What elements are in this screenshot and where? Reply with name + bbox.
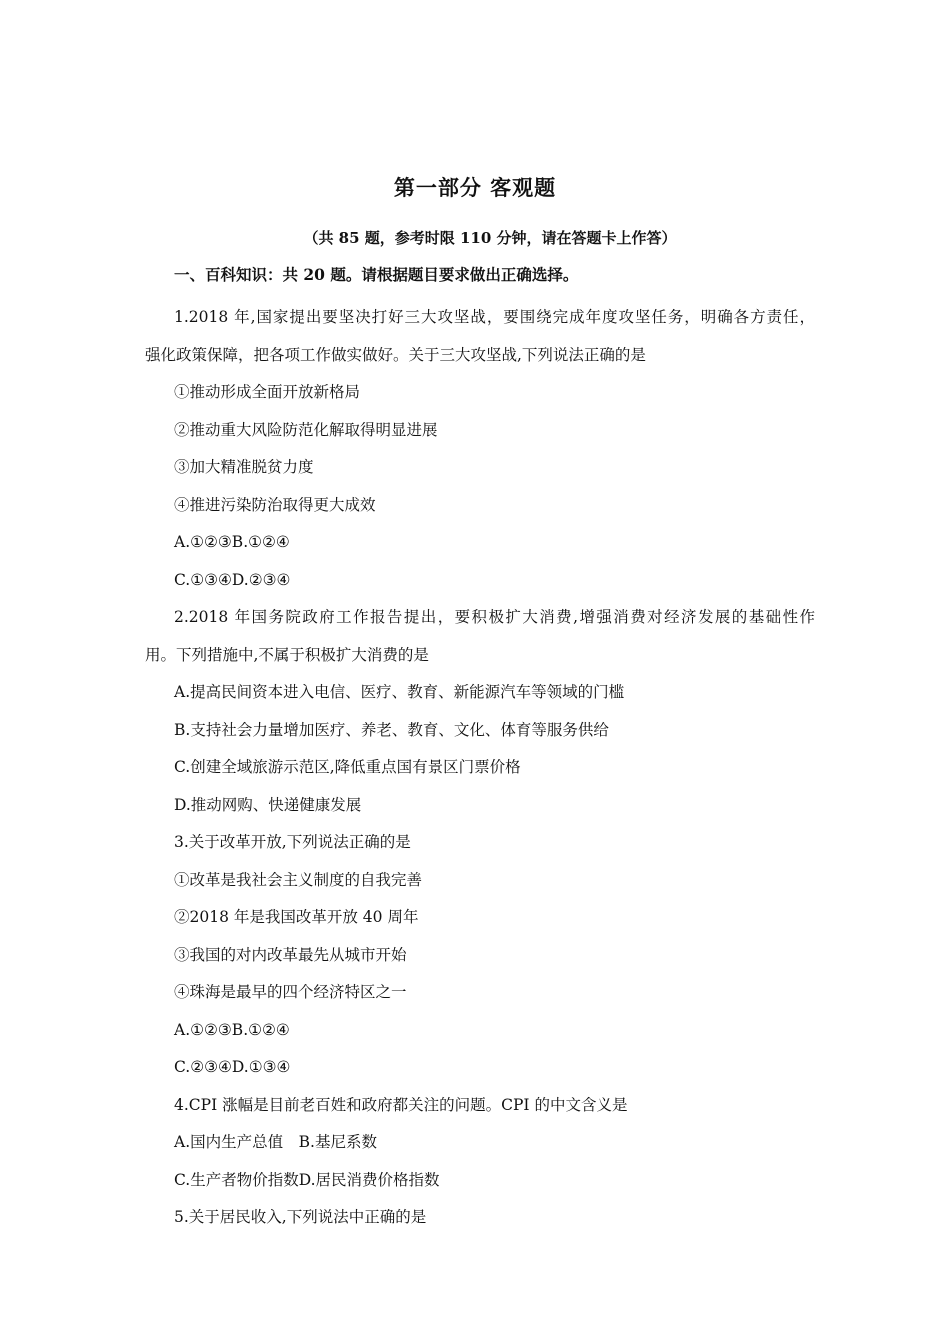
- question-4-choices-ab: A.国内生产总值 B.基尼系数: [174, 1133, 377, 1151]
- question-4-stem: 4.CPI 涨幅是目前老百姓和政府都关注的问题。CPI 的中文含义是: [174, 1095, 628, 1114]
- question-2-stem-line-1: 2.2018 年国务院政府工作报告提出，要积极扩大消费,增强消费对经济发展的基础性作: [174, 608, 815, 626]
- question-3-option-2: ②2018 年是我国改革开放 40 周年: [174, 908, 419, 926]
- question-1-choices-cd: C.①③④D.②③④: [174, 570, 291, 589]
- question-5-stem: 5.关于居民收入,下列说法中正确的是: [174, 1208, 427, 1226]
- question-1-choices-ab: A.①②③B.①②④: [174, 533, 290, 551]
- page-subtitle: （共 85 题，参考时限 110 分钟，请在答题卡上作答）: [303, 229, 677, 247]
- question-3-choices-cd: C.②③④D.①③④: [174, 1058, 291, 1076]
- question-1-option-1: ①推动形成全面开放新格局: [174, 383, 361, 401]
- question-2-stem-line-2: 用。下列措施中,不属于积极扩大消费的是: [145, 645, 429, 664]
- question-body: [145, 299, 815, 1237]
- question-2-choice-c: C.创建全域旅游示范区,降低重点国有景区门票价格: [174, 758, 521, 776]
- question-3-option-3: ③我国的对内改革最先从城市开始: [174, 945, 407, 964]
- question-1-stem-line-2: 强化政策保障，把各项工作做实做好。关于三大攻坚战,下列说法正确的是: [145, 345, 646, 364]
- section-heading: 一、百科知识：共 20 题。请根据题目要求做出正确选择。: [174, 265, 579, 284]
- question-3-choices-ab: A.①②③B.①②④: [174, 1020, 290, 1039]
- question-4-choices-cd: C.生产者物价指数D.居民消费价格指数: [174, 1170, 440, 1189]
- question-1-option-3: ③加大精准脱贫力度: [174, 458, 314, 476]
- question-1-option-4: ④推进污染防治取得更大成效: [174, 495, 376, 514]
- page-title: 第一部分 客观题: [393, 175, 557, 200]
- question-2-choice-a: A.提高民间资本进入电信、医疗、教育、新能源汽车等领域的门槛: [174, 683, 625, 701]
- question-2-choice-b: B.支持社会力量增加医疗、养老、教育、文化、体育等服务供给: [174, 720, 609, 739]
- question-1-option-2: ②推动重大风险防范化解取得明显进展: [174, 420, 438, 439]
- question-3-option-1: ①改革是我社会主义制度的自我完善: [174, 870, 423, 889]
- question-2-choice-d: D.推动网购、快递健康发展: [174, 795, 362, 814]
- question-1-stem-line-1: 1.2018 年,国家提出要坚决打好三大攻坚战，要围绕完成年度攻坚任务，明确各方责任，: [174, 308, 815, 326]
- question-3-stem: 3.关于改革开放,下列说法正确的是: [174, 833, 411, 851]
- question-3-option-4: ④珠海是最早的四个经济特区之一: [174, 983, 407, 1001]
